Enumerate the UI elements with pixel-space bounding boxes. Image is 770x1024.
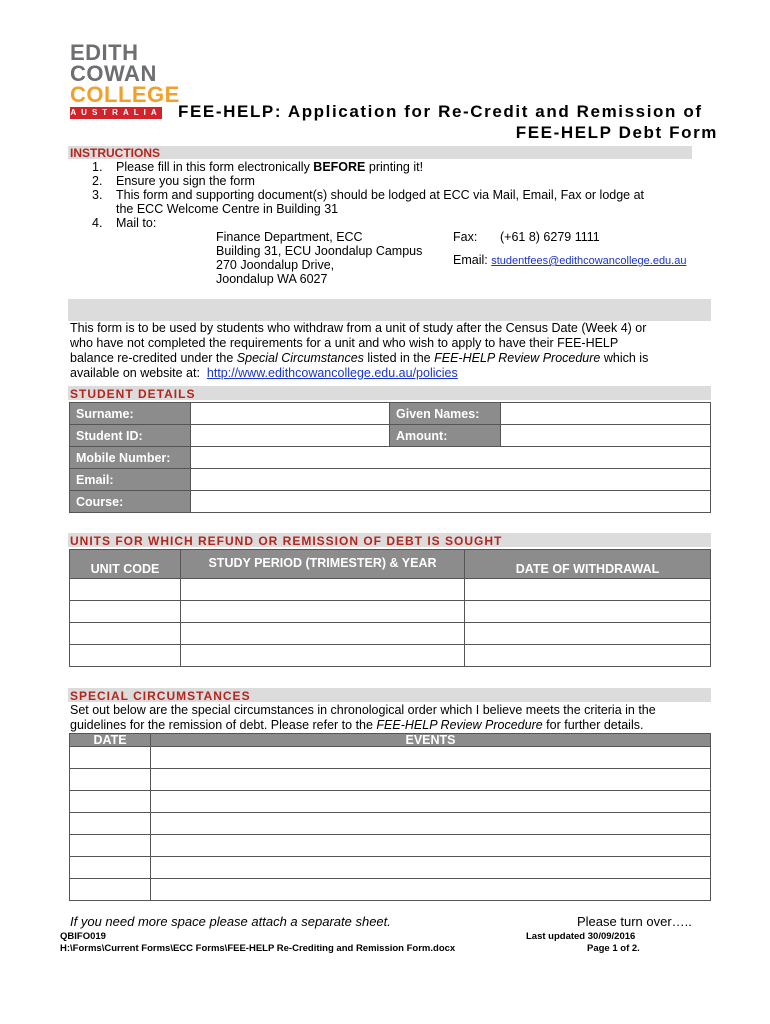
special-circumstances-text [70,703,720,733]
item-text-tail: printing it! [365,160,424,174]
given-names-field[interactable] [501,403,711,425]
last-updated: Last updated 30/09/2016 [526,931,636,942]
instructions-heading: INSTRUCTIONS [70,146,160,160]
date-cell[interactable] [70,791,151,813]
instruction-item-3-cont: the ECC Welcome Centre in Building 31 [116,202,339,216]
withdrawal-date-cell[interactable] [465,623,711,645]
study-period-cell[interactable] [181,601,465,623]
more-space-note: If you need more space please attach a separate sheet. [70,914,391,929]
address-line: Building 31, ECU Joondalup Campus [216,244,423,258]
unit-code-cell[interactable] [70,579,181,601]
form-title-line1: FEE-HELP: Application for Re-Credit and Remission of [178,102,703,121]
intro-paragraph [70,321,720,381]
student-details-heading: STUDENT DETAILS [70,387,196,401]
mobile-number-field[interactable] [191,447,711,469]
course-field[interactable] [191,491,711,513]
item-text: This form and supporting document(s) should be lodged at ECC via Mail, Email, Fax or lodge at [116,188,645,202]
units-heading: UNITS FOR WHICH REFUND OR REMISSION OF DEBT IS SOUGHT [70,534,503,548]
event-cell[interactable] [151,813,711,835]
item-text: Please fill in this form electronically [116,160,314,174]
student-id-field[interactable] [191,425,390,447]
date-cell[interactable] [70,747,151,769]
course-label: Course: [70,491,191,513]
intro-italic: Special Circumstances [236,351,364,365]
special-text: for further details. [542,718,644,732]
email-contact [453,253,686,268]
special-line-2 [70,718,720,733]
item-number: 3. [92,188,103,202]
mobile-number-label: Mobile Number: [70,447,191,469]
logo-edith-text: EDITH [70,40,139,65]
item-number: 4. [92,216,103,230]
event-cell[interactable] [151,857,711,879]
date-of-withdrawal-header: DATE OF WITHDRAWAL [465,550,711,579]
instruction-item-2 [92,174,255,188]
intro-line-1: This form is to be used by students who withdraw from a unit of study after the Census Date (Week 4) or [70,321,647,335]
event-cell[interactable] [151,769,711,791]
withdrawal-date-cell[interactable] [465,645,711,667]
withdrawal-date-cell[interactable] [465,601,711,623]
file-path: H:\Forms\Current Forms\ECC Forms\FEE-HELP Re-Crediting and Remission Form.docx [60,943,456,954]
date-cell[interactable] [70,769,151,791]
event-cell[interactable] [151,747,711,769]
intro-line-2: who have not completed the requirements for a unit and who wish to apply to have their FEE-HELP [70,336,619,350]
intro-line-3 [70,351,720,366]
special-line-1: Set out below are the special circumstances in chronological order which I believe meets the criteria in the [70,703,656,717]
special-circumstances-heading: SPECIAL CIRCUMSTANCES [70,689,251,703]
unit-code-cell[interactable] [70,623,181,645]
fax-value: (+61 8) 6279 1111 [500,230,600,244]
logo-cowan-text: COWAN [70,61,157,86]
amount-field[interactable] [501,425,711,447]
item-text: Ensure you sign the form [116,174,255,188]
date-cell[interactable] [70,835,151,857]
address-line: 270 Joondalup Drive, [216,258,335,272]
surname-field[interactable] [191,403,390,425]
page-number: Page 1 of 2. [587,943,640,954]
unit-code-header: UNIT CODE [70,550,181,579]
email-label: Email: [70,469,191,491]
intro-text: available on website at: [70,366,207,380]
address-line: Finance Department, ECC [216,230,363,244]
date-cell[interactable] [70,813,151,835]
logo [70,40,180,119]
study-period-header: STUDY PERIOD (TRIMESTER) & YEAR [181,550,465,579]
instruction-item-3 [92,188,644,202]
study-period-cell[interactable] [181,645,465,667]
item-number: 2. [92,174,103,188]
units-table [69,549,711,667]
events-table [69,733,711,901]
events-header: EVENTS [151,734,711,747]
student-details-table [69,402,711,513]
item-bold-text: BEFORE [313,160,366,174]
logo-college-text: COLLEGE [70,82,180,107]
form-title-line2: FEE-HELP Debt Form [515,123,718,142]
intro-italic: FEE-HELP Review Procedure [434,351,601,365]
date-header: DATE [70,734,151,747]
policies-link[interactable]: http://www.edithcowancollege.edu.au/policies [206,366,458,380]
event-cell[interactable] [151,791,711,813]
instruction-item-1 [92,160,423,174]
item-number: 1. [92,160,103,174]
surname-label: Surname: [70,403,191,425]
withdrawal-date-cell[interactable] [465,579,711,601]
unit-code-cell[interactable] [70,645,181,667]
special-text: guidelines for the remission of debt. Please refer to the [70,718,377,732]
turn-over-note: Please turn over….. [577,914,692,929]
form-code: QBIFO019 [60,931,106,942]
study-period-cell[interactable] [181,623,465,645]
email-label: Email: [453,253,488,267]
special-italic: FEE-HELP Review Procedure [376,718,543,732]
unit-code-cell[interactable] [70,601,181,623]
logo-australia-bar: AUSTRALIA [70,108,162,117]
fax-label: Fax: [453,230,478,244]
intro-text: which is [600,351,649,365]
intro-text: listed in the [363,351,435,365]
date-cell[interactable] [70,879,151,901]
email-field[interactable] [191,469,711,491]
event-cell[interactable] [151,835,711,857]
intro-text: balance re-credited under the [70,351,237,365]
student-id-label: Student ID: [70,425,191,447]
intro-line-4 [70,366,720,381]
divider-bar [68,299,711,321]
email-link[interactable]: studentfees@edithcowancollege.edu.au [491,255,687,267]
given-names-label: Given Names: [390,403,501,425]
date-cell[interactable] [70,857,151,879]
study-period-cell[interactable] [181,579,465,601]
address-line: Joondalup WA 6027 [216,272,328,286]
amount-label: Amount: [390,425,501,447]
instruction-item-4 [92,216,156,230]
item-text: Mail to: [116,216,157,230]
instructions-bar [68,146,692,159]
mail-address [216,230,422,286]
event-cell[interactable] [151,879,711,901]
